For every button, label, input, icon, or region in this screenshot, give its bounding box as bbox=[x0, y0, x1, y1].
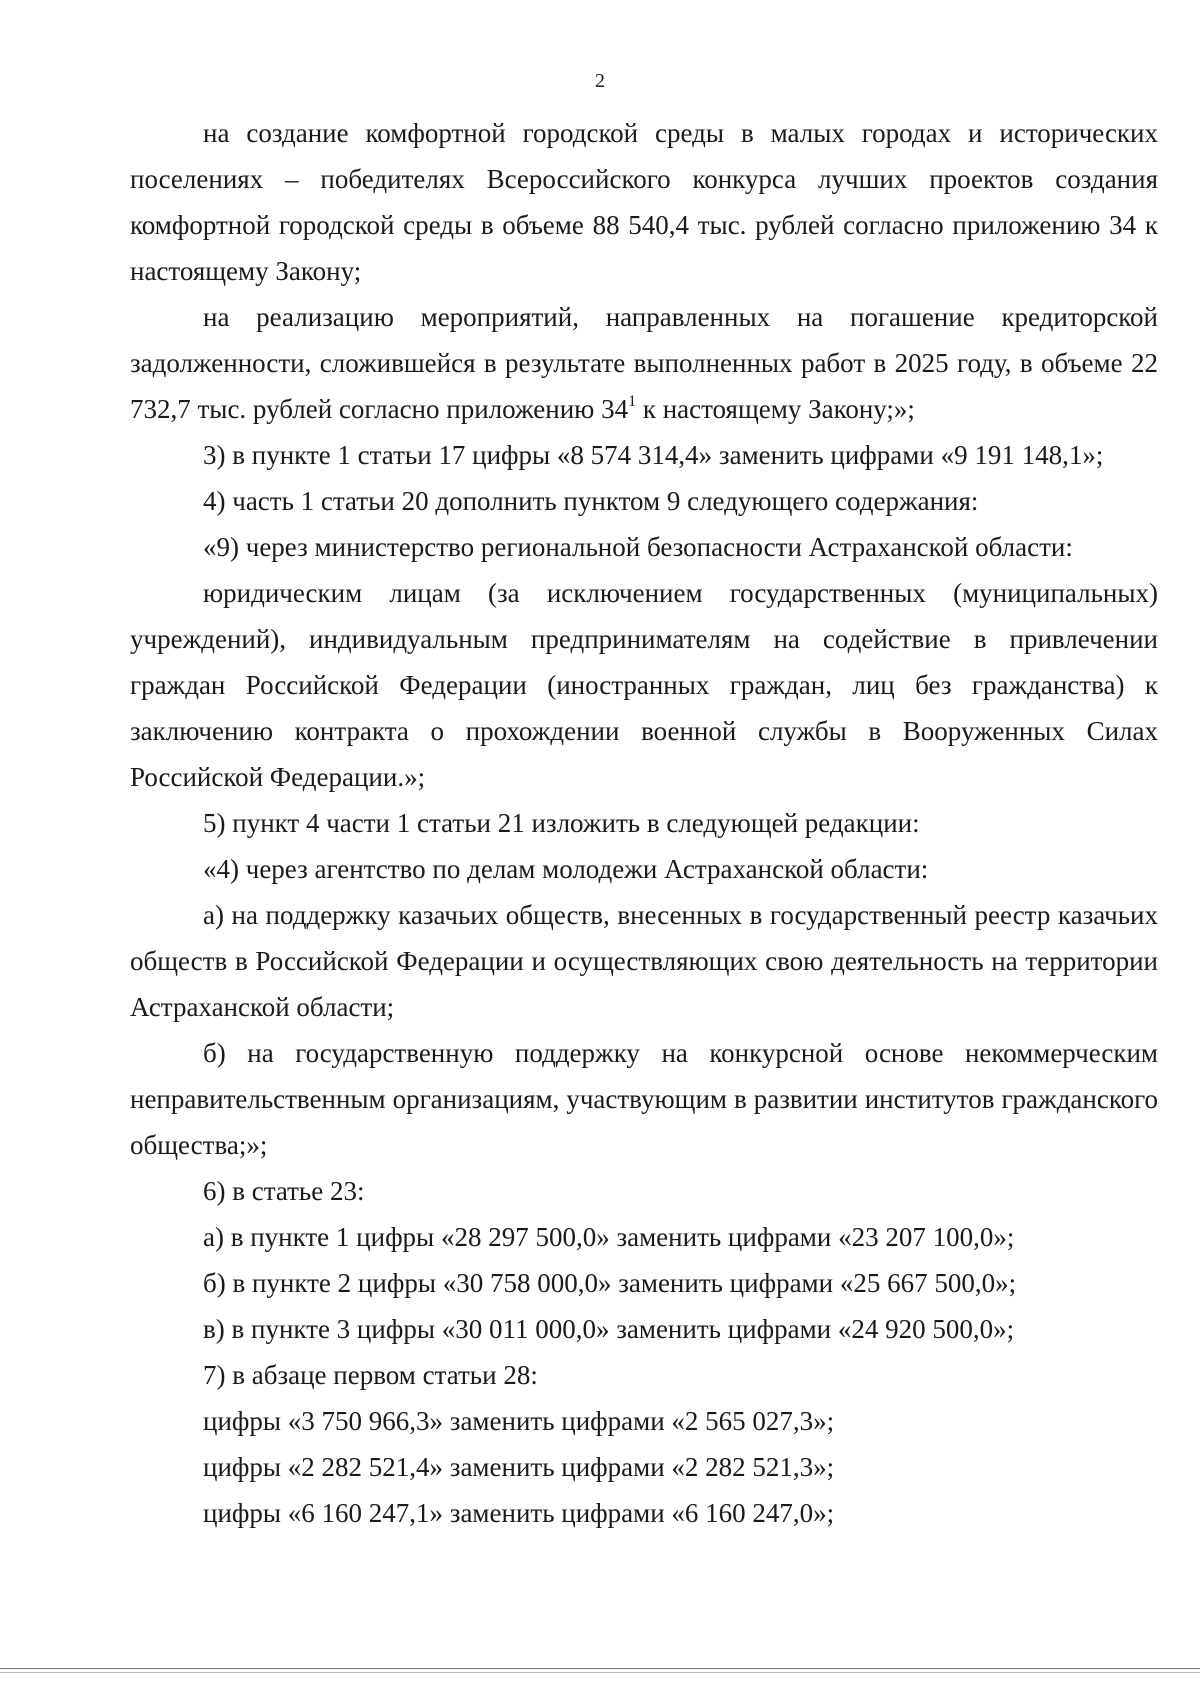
appendix-superscript: 1 bbox=[628, 393, 637, 410]
paragraph-item-4-youth-agency: «4) через агентство по делам молодежи Астраханской области: bbox=[203, 854, 929, 884]
paragraph-item-3: 3) в пункте 1 статьи 17 цифры «8 574 314,4» заменить цифрами «9 191 148,1»; bbox=[203, 440, 1104, 470]
paragraph-accounts-payable-tail: к настоящему Закону;»; bbox=[636, 394, 915, 424]
paragraph-item-5: 5) пункт 4 части 1 статьи 21 изложить в следующей редакции: bbox=[203, 808, 920, 838]
paragraph-legal-entities: юридическим лицам (за исключением государственных (муниципальных) учреждений), индивидуальным предпринимателям на содействие в привлечении граждан Российской Федерации (иностранных граждан, лиц без гражданства) к заключению контракта о прохождении военной службы в Вооруженных Силах Российской Федерации.»; bbox=[130, 578, 1158, 792]
paragraph-item-6c: в) в пункте 3 цифры «30 011 000,0» заменить цифрами «24 920 500,0»; bbox=[203, 1314, 1015, 1344]
paragraph-figures-2: цифры «2 282 521,4» заменить цифрами «2 282 521,3»; bbox=[203, 1452, 835, 1482]
paragraph-item-4: 4) часть 1 статьи 20 дополнить пунктом 9 следующего содержания: bbox=[203, 486, 979, 516]
page-number: 2 bbox=[595, 70, 605, 92]
paragraph-figures-1: цифры «3 750 966,3» заменить цифрами «2 565 027,3»; bbox=[203, 1406, 835, 1436]
paragraph-cossack-societies: а) на поддержку казачьих обществ, внесенных в государственный реестр казачьих обществ в Российской Федерации и осуществляющих свою деятельность на территории Астраханской области; bbox=[130, 900, 1158, 1022]
scan-bottom-edge-shadow bbox=[0, 1672, 1200, 1673]
paragraph-accounts-payable-text: на реализацию мероприятий, направленных на погашение кредиторской задолженности, сложившейся в результате выполненных работ в 2025 году, в объеме 22 732,7 тыс. рублей согласно приложению 34 bbox=[130, 302, 1158, 424]
document-body bbox=[130, 110, 1158, 1536]
paragraph-figures-3: цифры «6 160 247,1» заменить цифрами «6 160 247,0»; bbox=[203, 1498, 835, 1528]
paragraph-item-6a: а) в пункте 1 цифры «28 297 500,0» заменить цифрами «23 207 100,0»; bbox=[203, 1222, 1015, 1252]
paragraph-item-9-ministry: «9) через министерство региональной безопасности Астраханской области: bbox=[203, 532, 1073, 562]
paragraph-accounts-payable bbox=[130, 294, 1158, 432]
paragraph-item-6b: б) в пункте 2 цифры «30 758 000,0» заменить цифрами «25 667 500,0»; bbox=[203, 1268, 1017, 1298]
paragraph-comfortable-urban-environment: на создание комфортной городской среды в малых городах и исторических поселениях – победителях Всероссийского конкурса лучших проектов создания комфортной городской среды в объеме 88 540,4 тыс. рублей согласно приложению 34 к настоящему Закону; bbox=[130, 118, 1158, 286]
paragraph-item-6: 6) в статье 23: bbox=[203, 1176, 365, 1206]
paragraph-nonprofit-support: б) на государственную поддержку на конкурсной основе некоммерческим неправительственным организациям, участвующим в развитии институтов гражданского общества;»; bbox=[130, 1038, 1158, 1160]
scan-bottom-edge bbox=[0, 1668, 1200, 1669]
paragraph-item-7: 7) в абзаце первом статьи 28: bbox=[203, 1360, 538, 1390]
